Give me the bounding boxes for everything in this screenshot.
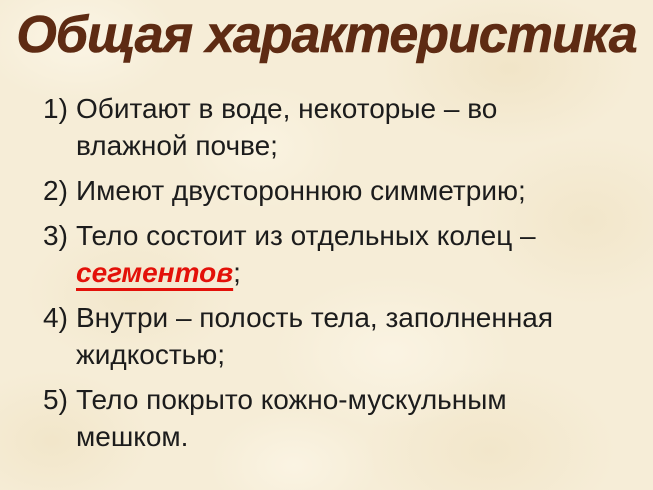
item-line: жидкостью; [76, 339, 226, 370]
item-number: 1) [43, 93, 68, 124]
characteristics-list [0, 90, 653, 455]
list-item [43, 381, 638, 455]
item-line [76, 254, 638, 291]
item-number: 3) [43, 220, 68, 251]
item-line: Тело покрыто кожно-мускульным [76, 384, 507, 415]
item-text [76, 299, 638, 373]
list-item [43, 172, 638, 209]
highlighted-term: сегментов [76, 257, 234, 288]
list-item [43, 217, 638, 291]
item-line: Обитают в воде, некоторые – во [76, 93, 498, 124]
item-number: 4) [43, 302, 68, 333]
item-text [76, 381, 638, 455]
item-line-suffix: ; [233, 257, 241, 288]
item-text [76, 217, 638, 291]
item-line: мешком. [76, 421, 189, 452]
item-line: влажной почве; [76, 130, 278, 161]
item-line: Имеют двустороннюю симметрию; [76, 175, 526, 206]
item-text [76, 90, 638, 164]
item-number: 2) [43, 175, 68, 206]
slide-title: Общая характеристика [16, 6, 637, 64]
item-text [76, 172, 638, 209]
item-number: 5) [43, 384, 68, 415]
list-item [43, 299, 638, 373]
list-item [43, 90, 638, 164]
item-line: Внутри – полость тела, заполненная [76, 302, 554, 333]
item-line: Тело состоит из отдельных колец – [76, 220, 536, 251]
